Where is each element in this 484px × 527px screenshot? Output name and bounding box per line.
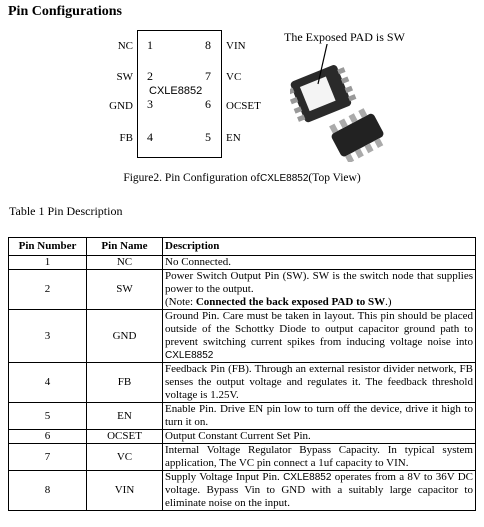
- table-title: Table 1 Pin Description: [9, 204, 123, 218]
- cell-pin-number: 5: [9, 403, 87, 430]
- pin-number-1: 1: [147, 38, 153, 52]
- cell-pin-name: VIN: [87, 471, 163, 511]
- cell-pin-name: VC: [87, 444, 163, 471]
- package-top-view: [290, 62, 358, 126]
- pin-number-4: 4: [147, 130, 153, 144]
- package-side-view: [326, 105, 388, 162]
- note-prefix: (Note:: [165, 296, 196, 308]
- table-row: [9, 403, 476, 430]
- table-header-row: [9, 238, 476, 256]
- caption-view-text: (Top View): [308, 172, 361, 184]
- pin-label-fb: FB: [119, 132, 133, 144]
- description-chip-name: CXLE8852: [283, 472, 332, 483]
- table-row: [9, 363, 476, 403]
- note-suffix: .): [385, 296, 392, 308]
- cell-pin-number: 8: [9, 471, 87, 511]
- pin-label-nc: NC: [117, 40, 133, 52]
- chip-name-label: CXLE8852: [149, 85, 203, 97]
- exposed-pad-note: The Exposed PAD is SW: [284, 30, 405, 44]
- cell-description: Feedback Pin (FB). Through an external resistor divider network, FB senses the output voltage and regulates it. The feedback threshold voltage is 1.25V.: [163, 363, 476, 403]
- table-row: [9, 270, 476, 310]
- table-row: [9, 471, 476, 511]
- pin-number-8: 8: [205, 38, 211, 52]
- cell-pin-number: 3: [9, 310, 87, 363]
- caption-text: Figure2. Pin Configuration of: [123, 172, 261, 184]
- table-row: [9, 430, 476, 444]
- pin-label-vin: VIN: [226, 40, 246, 52]
- header-pin-number: Pin Number: [9, 238, 87, 256]
- cell-description: [163, 270, 476, 310]
- pin-label-gnd: GND: [109, 100, 133, 112]
- package-photo: [290, 44, 390, 162]
- table-row: [9, 444, 476, 471]
- cell-description: [163, 471, 476, 511]
- cell-pin-name: OCSET: [87, 430, 163, 444]
- note-bold: Connected the back exposed PAD to SW: [195, 296, 386, 308]
- caption-chip-name: CXLE8852: [260, 173, 309, 184]
- cell-pin-number: 4: [9, 363, 87, 403]
- pin-description-table: [8, 237, 476, 511]
- cell-pin-number: 2: [9, 270, 87, 310]
- cell-pin-name: GND: [87, 310, 163, 363]
- cell-description: [163, 310, 476, 363]
- description-text-cont: operates from a 8V to 36V DC voltage. Bypass Vin to GND with a suitably large capacitor to eliminate noise on the input.: [165, 471, 473, 509]
- table-row: [9, 310, 476, 363]
- cell-description: Output Constant Current Set Pin.: [163, 430, 476, 444]
- cell-pin-name: SW: [87, 270, 163, 310]
- header-description: Description: [163, 238, 476, 256]
- description-text: Power Switch Output Pin (SW). SW is the switch node that supplies power to the output.: [165, 270, 473, 295]
- pin-label-en: EN: [226, 132, 241, 144]
- pin-number-3: 3: [147, 97, 153, 111]
- pin-number-6: 6: [205, 97, 211, 111]
- cell-description: No Connected.: [163, 256, 476, 270]
- pin-label-ocset: OCSET: [226, 100, 261, 112]
- pin-number-5: 5: [205, 130, 211, 144]
- pin-number-2: 2: [147, 69, 153, 83]
- cell-description: Enable Pin. Drive EN pin low to turn off the device, drive it high to turn it on.: [163, 403, 476, 430]
- cell-pin-name: NC: [87, 256, 163, 270]
- figure-caption: [0, 172, 484, 184]
- cell-description: Internal Voltage Regulator Bypass Capacity. In typical system application, The VC pin connect a 1uf capacity to VIN.: [163, 444, 476, 471]
- description-text: Ground Pin. Care must be taken in layout. This pin should be placed outside of the Schottky Diode to output capacitor ground path to prevent switching current spikes from inducing voltage noise into: [165, 310, 473, 348]
- pin-label-sw: SW: [116, 71, 133, 83]
- cell-pin-number: 1: [9, 256, 87, 270]
- pin-label-vc: VC: [226, 71, 242, 83]
- cell-pin-name: EN: [87, 403, 163, 430]
- section-heading: Pin Configurations: [8, 4, 122, 19]
- pin-number-7: 7: [205, 69, 211, 83]
- header-pin-name: Pin Name: [87, 238, 163, 256]
- cell-pin-name: FB: [87, 363, 163, 403]
- cell-pin-number: 6: [9, 430, 87, 444]
- description-text: Supply Voltage Input Pin.: [165, 471, 284, 483]
- cell-pin-number: 7: [9, 444, 87, 471]
- table-row: [9, 256, 476, 270]
- description-chip-name: CXLE8852: [165, 350, 214, 361]
